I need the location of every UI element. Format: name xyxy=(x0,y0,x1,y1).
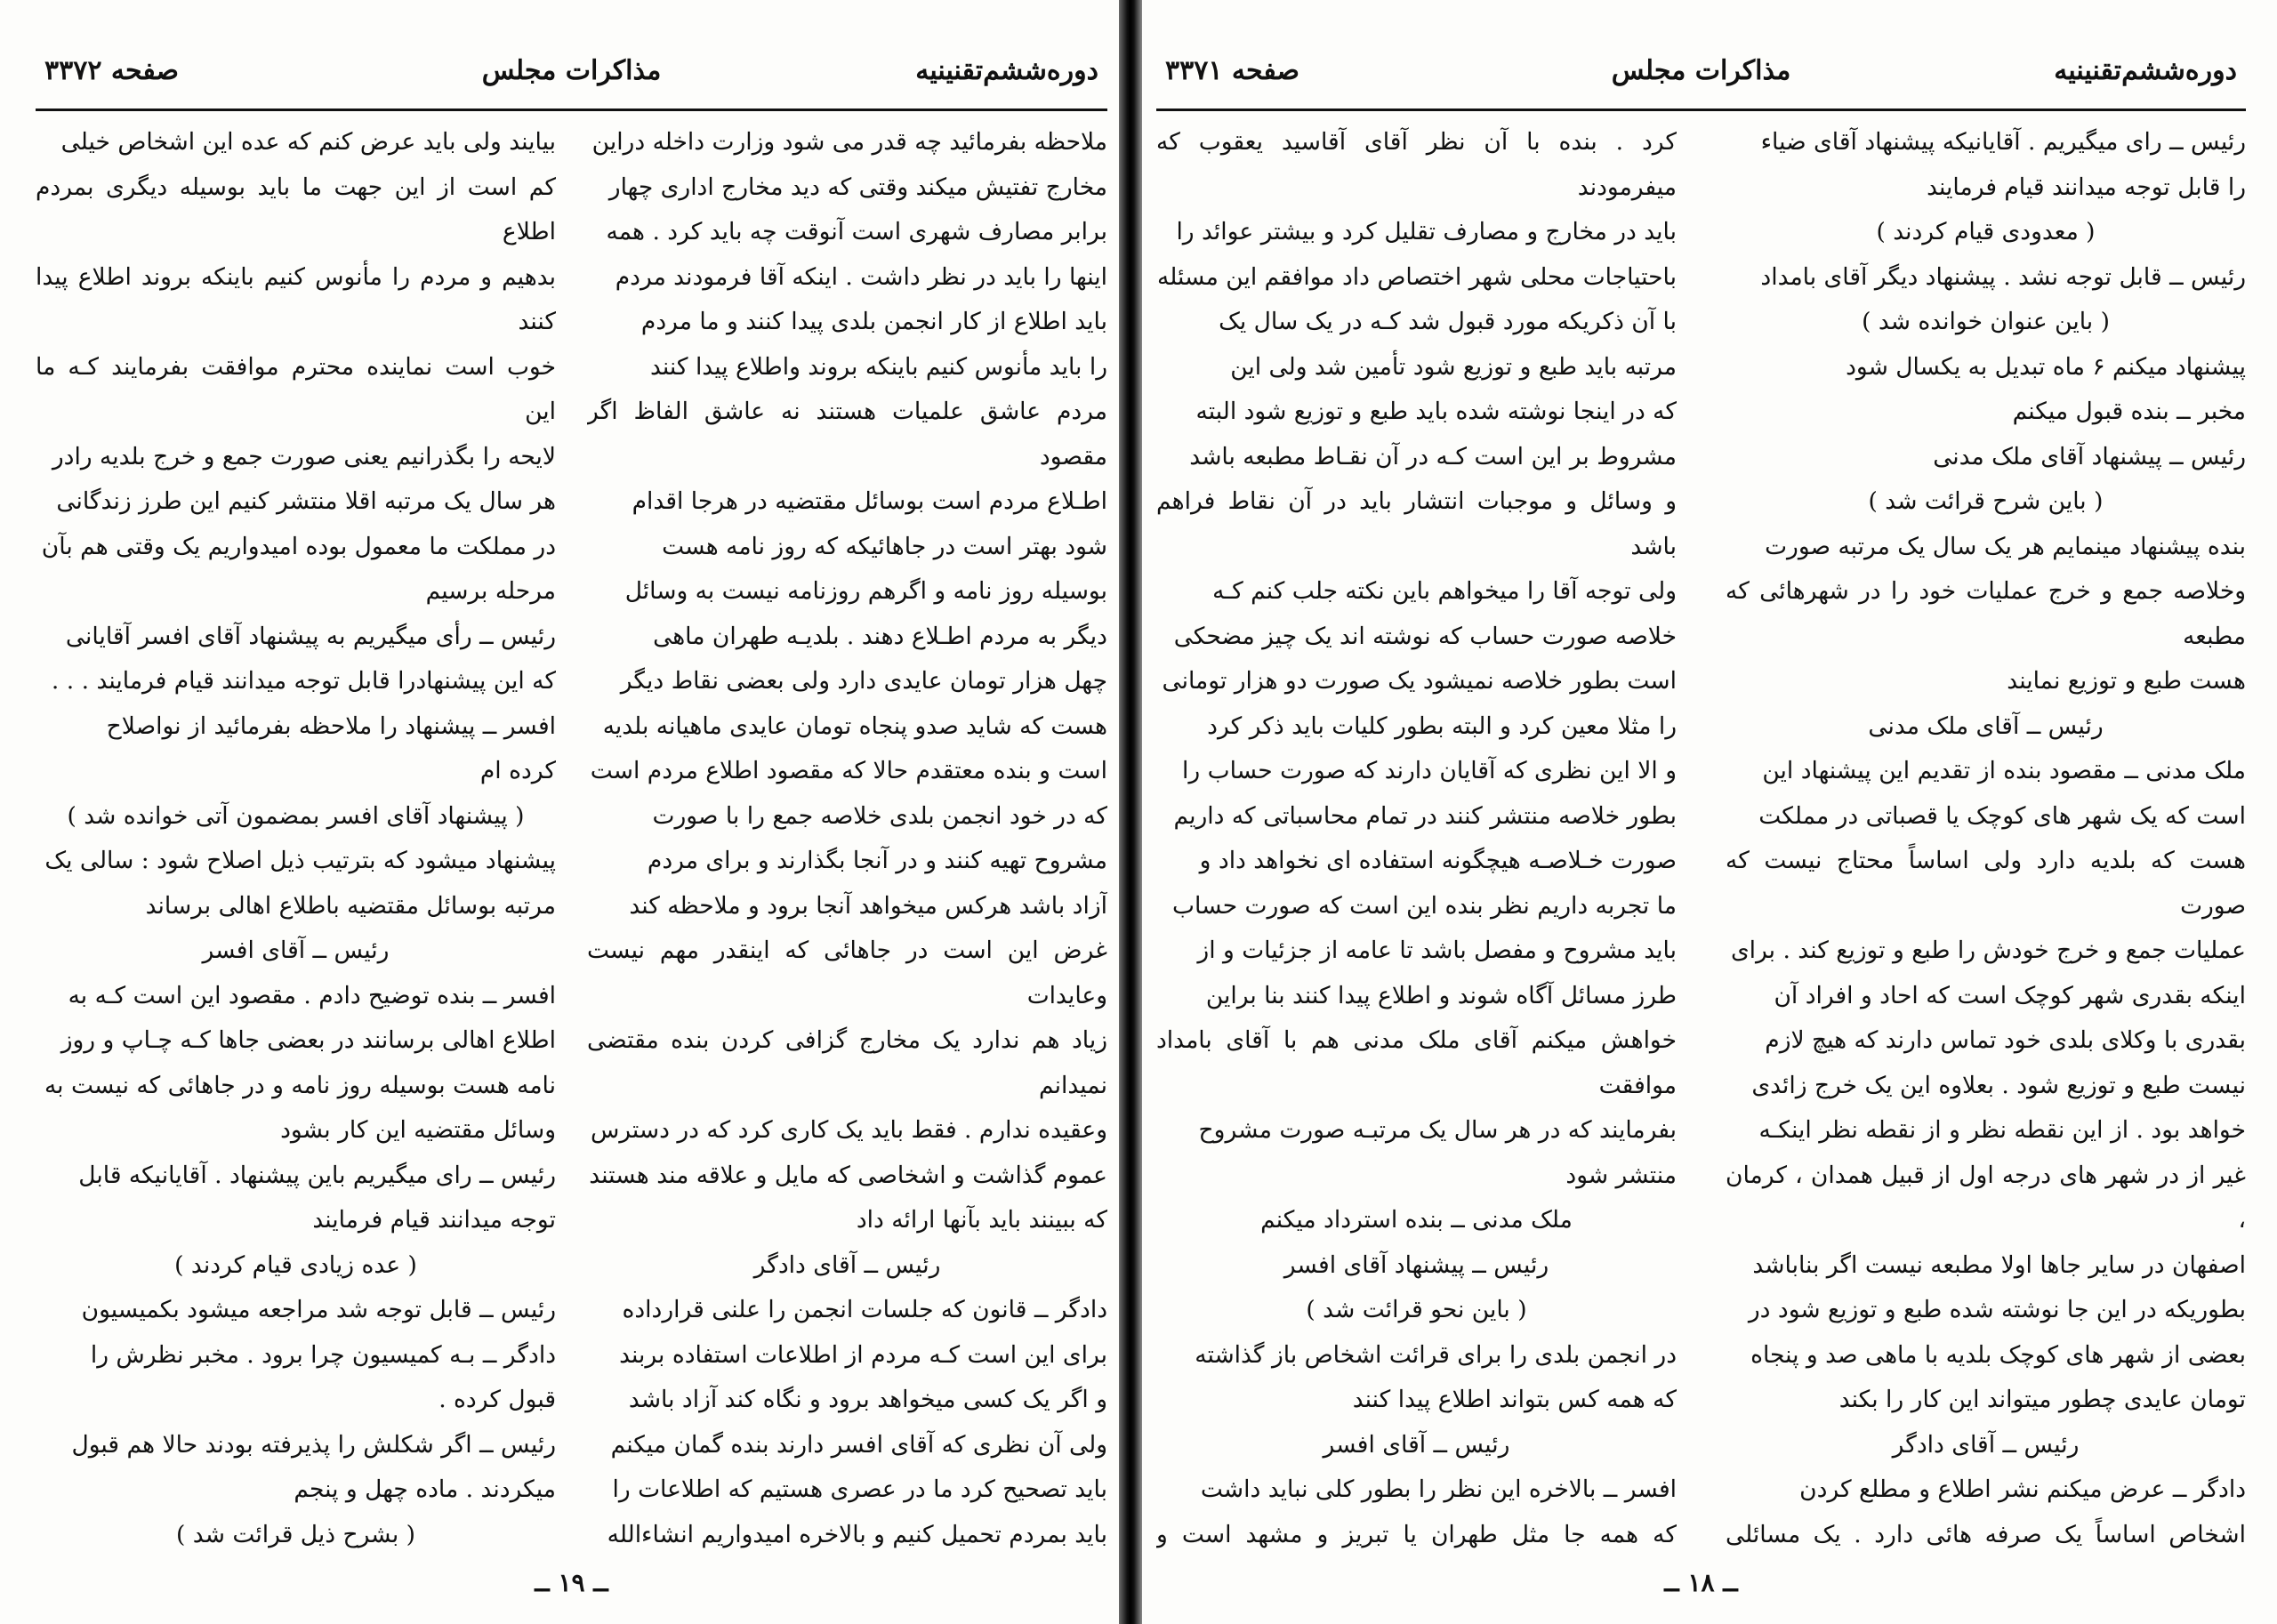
text-line: ( باین عنوان خوانده شد ) xyxy=(1862,308,2110,335)
text-line: که همه جا مثل طهران یا تبریز و مشهد است و xyxy=(1156,1520,1677,1548)
text-line: را قابل توجه میدانند قیام فرمایند xyxy=(1927,173,2246,201)
text-line: کم است از این جهت ما باید بوسیله دیگری بمردم اطلاع xyxy=(36,173,556,245)
column-left xyxy=(36,120,556,1562)
text-line: که ببینند باید بآنها ارائه داد xyxy=(856,1206,1107,1234)
text-line: رئیس ــ رای میگیریم . آقایانیکه پیشنهاد آقای ضیاء xyxy=(1760,128,2246,156)
text-line: صورت خـلاصـه هیچگونه استفاده ای نخواهد داد و xyxy=(1199,847,1677,874)
text-line: پیشنهاد میکنم ۶ ماه تبدیل به یکسال شود xyxy=(1846,352,2246,381)
text-line: اطلاع اهالی برسانند در بعضی جاها کـه چـاپ و روز xyxy=(60,1026,556,1054)
text-line: اطـلاع مردم است بوسائل مقتضیه در هرجا اقدام xyxy=(632,487,1107,515)
text-line: ملک مدنی ــ مقصود بنده از تقدیم این پیشنهاد این xyxy=(1762,757,2246,784)
text-line xyxy=(587,1557,1107,1562)
column-right xyxy=(587,120,1107,1562)
text-line: است و بنده معتقدم حالا که مقصود اطلاع مردم است xyxy=(590,757,1107,784)
text-line: بفرمایند که در هر سال یک مرتبـه صورت مشروح xyxy=(1198,1116,1677,1144)
text-line: طرز مسائل آگاه شوند و اطلاع پیدا کنند بنا براین xyxy=(1205,981,1677,1009)
text-line: باید در مخارج و مصارف تقلیل کرد و بیشتر عوائد را xyxy=(1176,218,1677,245)
text-line: ( پیشنهاد آقای افسر بمضمون آتی خوانده شد ) xyxy=(67,801,525,830)
text-line: هست طبع و توزیع نمایند xyxy=(2007,667,2246,695)
page-number: صفحه ۳۳۷۱ xyxy=(1165,55,1299,86)
session-label: دوره‌ششم‌تقنینیه xyxy=(2054,55,2237,86)
text-line: باید بمردم تحمیل کنیم و بالاخره امیدواریم انشاءالله xyxy=(607,1520,1107,1548)
text-line: است بطور خلاصه نمیشود یک صورت دو هزار تومانی xyxy=(1162,667,1677,695)
text-line: مشروح تهیه کنند و در آنجا بگذارند و برای مردم xyxy=(647,847,1107,874)
text-line: مخبر ــ بنده قبول میکنم xyxy=(2012,398,2246,425)
text-line: مردم عاشق علمیات هستند نه عاشق الفاظ اگر مقصود xyxy=(587,398,1107,470)
journal-title: مذاکرات مجلس xyxy=(481,55,662,86)
left-page xyxy=(36,0,1107,1624)
text-line: تومان عایدی چطور میتواند این کار را بکند xyxy=(1838,1386,2246,1413)
text-line: دیگر به مردم اطـلاع دهند . بلدیـه طهران ماهی xyxy=(653,622,1107,650)
text-line: بطوریکه در این جا نوشته شده طبع و توزیع شود در xyxy=(1748,1296,2246,1323)
text-line: نامه هست بوسیله روز نامه و در جاهائی که نیست به xyxy=(44,1071,556,1099)
text-line: رئیس ــ قابل توجه شد مراجعه میشود بکمیسیون xyxy=(81,1296,556,1323)
text-line: که این پیشنهادرا قابل توجه میدانند قیام فرمایند . . . xyxy=(51,667,556,695)
text-line: رئیس ــ آقای ملک مدنی xyxy=(1868,712,2104,740)
text-line: غیر از در شهر های درجه اول از قبیل همدان ، کرمان ، xyxy=(1726,1161,2246,1234)
text-line: کرده ام xyxy=(479,757,556,784)
text-line: رئیس ــ آقای دادگر xyxy=(1892,1430,2080,1459)
text-line: رئیس ــ قابل توجه نشد . پیشنهاد دیگر آقای بامداد xyxy=(1760,262,2246,291)
text-columns xyxy=(36,120,1107,1562)
text-line: افسر ــ پیشنهاد را ملاحظه بفرمائید از نواصلاح xyxy=(106,712,556,740)
text-line: در مملکت ما معمول بوده امیدواریم یک وقتی هم بآن xyxy=(41,532,556,560)
text-line: خواهش میکنم آقای ملک مدنی هم با آقای بامداد موافقت xyxy=(1156,1026,1677,1099)
text-line: رئیس ــ رای میگیریم باین پیشنهاد . آقایانیکه قابل xyxy=(78,1161,556,1189)
text-line: رئیس ــ پیشنهاد آقای ملک مدنی xyxy=(1933,442,2246,470)
text-line: باحتیاجات محلی شهر اختصاص داد موافقم این مسئله xyxy=(1157,262,1677,291)
text-line: نیست طبع و توزیع شود . بعلاوه این یک خرج زائدی xyxy=(1751,1071,2246,1099)
text-line: مرحله برسیم xyxy=(425,577,556,605)
text-line: بعضی از شهر های کوچک بلدیه با ماهی صد و پنجاه xyxy=(1750,1340,2246,1369)
text-line: رئیس ــ رأی میگیریم به پیشنهاد آقای افسر آقایانی xyxy=(65,622,556,650)
text-line: غرض این است در جاهائی که اینقدر مهم نیست وعایدات xyxy=(587,937,1107,1009)
right-page xyxy=(1156,0,2246,1624)
text-line: بطور خلاصه منتشر کنند در تمام محاسباتی که داریم xyxy=(1173,801,1677,830)
journal-title: مذاکرات مجلس xyxy=(1611,55,1791,86)
text-line: پیشنهاد میشود که بترتیب ذیل اصلاح شود : سالی یک xyxy=(44,847,556,874)
text-line: چهل هزار تومان عایدی دارد ولی بعضی نقاط دیگر xyxy=(620,667,1107,695)
text-line: رئیس ــ پیشنهاد آقای افسر xyxy=(1283,1250,1549,1279)
text-line: رئیس ــ آقای افسر xyxy=(202,937,390,964)
text-line: مخارج تفتیش میکند وقتی که دید مخارج اداری چهار xyxy=(608,173,1107,201)
text-line: عموم گذاشت و اشخاصی که مایل و علاقه مند هستند xyxy=(589,1161,1107,1189)
text-line: دادگر ــ عرض میکنم نشر اطلاع و مطلع کردن xyxy=(1799,1475,2246,1503)
text-line: ( معدودی قیام کردند ) xyxy=(1876,218,2096,245)
text-line: و وسائل و موجبات انتشار باید در آن نقاط فراهم باشد xyxy=(1156,487,1677,560)
text-line: با آن ذکریکه مورد قبول شد کـه در یک سال یک xyxy=(1219,308,1677,335)
text-line: ( بشرح ذیل قرائت شد ) xyxy=(176,1520,415,1548)
text-line: خواهد بود . از این نقطه نظر و از نقطه نظر اینکـه xyxy=(1758,1116,2246,1144)
text-line: مرتبه بوسائل مقتضیه باطلاع اهالی برساند xyxy=(145,891,556,920)
text-line: دادگر ــ قانون که جلسات انجمن را علنی قرارداده xyxy=(622,1296,1107,1323)
text-line: افسر ــ بنده توضیح دادم . مقصود این است کـه به xyxy=(68,981,556,1009)
text-line: زیاد هم ندارد یک مخارج گزافی کردن بنده مقتضی نمیدانم xyxy=(587,1026,1107,1099)
text-line: که همه کس بتواند اطلاع پیدا کنند xyxy=(1352,1386,1677,1413)
text-line: میکردند . ماده چهل و پنجم xyxy=(294,1475,556,1503)
text-line: لایحه را بگذرانیم یعنی صورت جمع و خرج بلدیه رادر xyxy=(52,442,556,470)
text-line: رئیس ــ آقای افسر xyxy=(1323,1430,1510,1459)
text-line: هست که بلدیه دارد ولی اساساً محتاج نیست که صورت xyxy=(1726,847,2246,920)
text-line: دادگر ــ بـه کمیسیون چرا برود . مخبر نظرش را xyxy=(90,1340,556,1369)
text-line: خلاصه صورت حساب که نوشته اند یک چیز مضحکی xyxy=(1173,622,1677,650)
text-line: ( عده زیادی قیام کردند ) xyxy=(174,1250,417,1279)
page-header xyxy=(36,46,1107,111)
text-line: باید مشروح و مفصل باشد تا عامه از جزئیات و از xyxy=(1197,937,1677,964)
text-line: ملاحظه بفرمائید چه قدر می شود وزارت داخله دراین xyxy=(591,128,1107,156)
page-header xyxy=(1156,46,2246,111)
text-line: و الا این نظری که آقایان دارند که صورت حساب را xyxy=(1182,757,1677,784)
session-label: دوره‌ششم‌تقنینیه xyxy=(915,55,1098,86)
text-line: ولی آن نظری که آقای افسر دارند بنده گمان میکنم xyxy=(610,1430,1107,1459)
text-line: بدهیم و مردم را مأنوس کنیم باینکه بروند اطلاع پیدا کنند xyxy=(36,262,556,335)
text-line: رئیس ــ آقای دادگر xyxy=(753,1250,941,1279)
text-line: منتشر شود xyxy=(1565,1161,1677,1189)
text-line: افسر ــ بالاخره این نظر را بطور کلی نباید داشت xyxy=(1200,1475,1677,1503)
text-line: کرد . بنده با آن نظر آقای آقاسید یعقوب که میفرمودند xyxy=(1156,128,1677,201)
text-line: وسائل مقتضیه این کار بشود xyxy=(280,1116,556,1144)
text-line: ( باین نحو قرائت شد ) xyxy=(1306,1296,1527,1323)
text-columns xyxy=(1156,120,2246,1562)
text-line: هر سال یک مرتبه اقلا منتشر کنیم این طرز زندگانی xyxy=(56,487,556,515)
text-line: مرتبه باید طبع و توزیع شود تأمین شد ولی این xyxy=(1230,352,1677,381)
text-line: ملک مدنی ــ بنده استرداد میکنم xyxy=(1260,1206,1573,1234)
column-left xyxy=(1156,120,1677,1562)
text-line: هست که شاید صدو پنجاه تومان عایدی ماهیانه بلدیه xyxy=(602,712,1107,740)
text-line: قبول کرده . xyxy=(439,1386,556,1413)
text-line: که در خود انجمن بلدی خلاصه جمع را با صورت xyxy=(652,801,1107,830)
text-line: را مثلا معین کرد و البته بطور کلیات باید ذکر کرد xyxy=(1207,712,1677,740)
text-line: رئیس ــ اگر شکلش را پذیرفته بودند حالا هم قبول xyxy=(71,1430,556,1459)
folio-number: ــ ۱۸ ــ xyxy=(1664,1568,1738,1597)
text-line: ما تجربه داریم نظر بنده این است که صورت حساب xyxy=(1172,891,1677,920)
text-line: را باید مأنوس کنیم باینکه بروند واطلاع پیدا کنند xyxy=(650,352,1107,381)
text-line: خوب است نماینده محترم موافقت بفرمایند کـه ما این xyxy=(36,352,556,425)
text-line: آزاد باشد هرکس میخواهد آنجا برود و ملاحظه کند xyxy=(629,891,1107,920)
text-line: عملیات جمع و خرج خودش را طبع و توزیع کند . برای xyxy=(1730,937,2246,964)
text-line: که در اینجا نوشته شده باید طبع و توزیع شود البته xyxy=(1195,398,1677,425)
text-line: وعقیده ندارم . فقط باید یک کاری کرد که در دسترس xyxy=(590,1116,1107,1144)
text-line: اشخاص اساساً یک صرفه هائی دارد . یک مسائلی xyxy=(1726,1520,2246,1548)
text-line: است که یک شهر های کوچک یا قصباتی در مملکت xyxy=(1758,801,2246,830)
text-line: توجه میدانند قیام فرمایند xyxy=(312,1206,556,1234)
text-line: اصفهان در سایر جاها اولا مطبعه نیست اگر بناباشد xyxy=(1752,1250,2246,1279)
column-right xyxy=(1726,120,2246,1562)
text-line: در انجمن بلدی را برای قرائت اشخاص باز گذاشته xyxy=(1195,1340,1677,1369)
book-gutter xyxy=(1119,0,1142,1624)
page-number: صفحه ۳۳۷۲ xyxy=(44,55,179,86)
text-line: اینکه بقدری شهر کوچک است که احاد و افراد آن xyxy=(1774,981,2246,1009)
text-line: بقدری با وکلای بلدی خود تماس دارند که هیچ لازم xyxy=(1765,1026,2246,1054)
text-line: برای این است کـه مردم از اطلاعات استفاده بربند xyxy=(619,1340,1107,1369)
text-line: وخلاصه جمع و خرج عملیات خود را در شهرهائی که مطبعه xyxy=(1726,577,2246,650)
text-line: برابر مصارف شهری است آنوقت چه باید کرد . همه xyxy=(606,218,1107,245)
text-line: ( باین شرح قرائت شد ) xyxy=(1868,487,2104,515)
text-line: بیایند ولی باید عرض کنم که عده این اشخاص خیلی xyxy=(60,128,556,156)
text-line: و اگر یک کسی میخواهد برود و نگاه کند آزاد باشد xyxy=(628,1386,1107,1413)
text-line: ولی توجه آقا را میخواهم باین نکته جلب کنم کـه xyxy=(1212,577,1677,605)
text-line: شود بهتر است در جاهائیکه که روز نامه هست xyxy=(662,532,1107,560)
folio-number: ــ ۱۹ ــ xyxy=(535,1568,608,1597)
text-line: اینها را باید در نظر داشت . اینکه آقا فرمودند مردم xyxy=(615,262,1107,291)
text-line: باید تصحیح کرد ما در عصری هستیم که اطلاعات را xyxy=(612,1475,1107,1503)
text-line xyxy=(36,1557,556,1562)
text-line: بنده پیشنهاد مینمایم هر یک سال یک مرتبه صورت xyxy=(1765,532,2246,560)
text-line: بوسیله روز نامه و اگرهم روزنامه نیست به وسائل xyxy=(624,577,1107,605)
text-line: مشروط بر این است کـه در آن نقـاط مطبعه باشد xyxy=(1189,442,1677,470)
text-line: باید اطلاع از کار انجمن بلدی پیدا کنند و ما مردم xyxy=(640,308,1107,335)
